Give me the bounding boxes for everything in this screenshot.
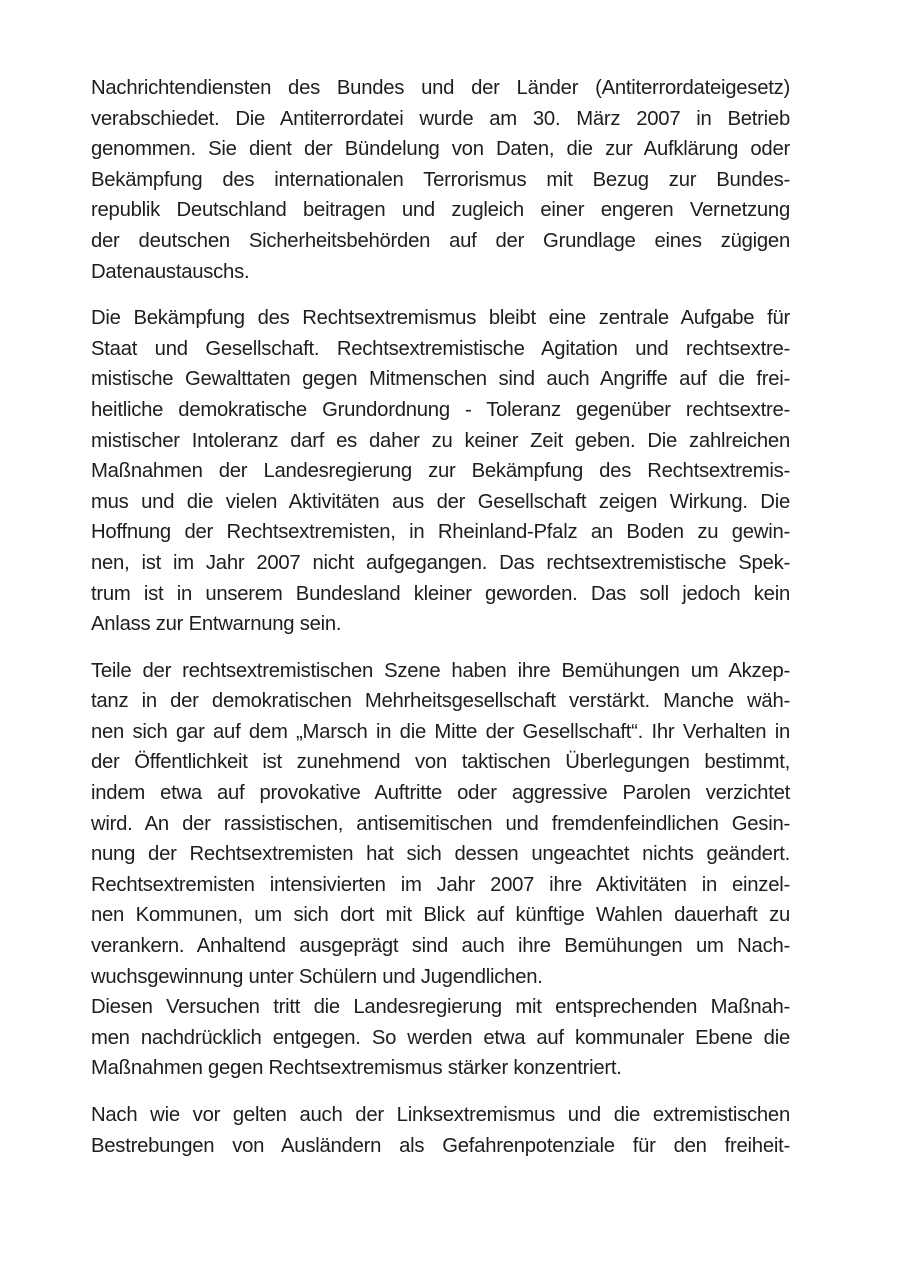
text-line: verankern. Anhaltend ausgeprägt sind auch ihre Bemühungen um Nach- bbox=[91, 935, 790, 958]
text-line: republik Deutschland beitragen und zugleich einer engeren Vernetzung bbox=[91, 199, 790, 222]
text-line: Nachrichtendiensten des Bundes und der Länder (Antiterrordateigesetz) bbox=[91, 77, 790, 99]
document-body bbox=[91, 73, 790, 1177]
text-line: Maßnahmen der Landesregierung zur Bekämpfung des Rechtsextremis- bbox=[91, 460, 790, 483]
text-line: trum ist in unserem Bundesland kleiner geworden. Das soll jedoch kein bbox=[91, 582, 790, 605]
paragraph bbox=[91, 73, 790, 287]
text-line: mistische Gewalttaten gegen Mitmenschen sind auch Angriffe auf die frei- bbox=[91, 368, 790, 391]
text-line: heitliche demokratische Grundordnung - Toleranz gegenüber rechtsextre- bbox=[91, 398, 790, 421]
text-line: wuchsgewinnung unter Schülern und Jugendlichen. bbox=[91, 965, 543, 988]
paragraph bbox=[91, 992, 790, 1084]
text-line: verabschiedet. Die Antiterrordatei wurde am 30. März 2007 in Betrieb bbox=[91, 107, 790, 130]
text-line: wird. An der rassistischen, antisemitischen und fremdenfeindlichen Gesin- bbox=[91, 812, 790, 835]
text-line: Anlass zur Entwarnung sein. bbox=[91, 613, 342, 636]
text-line: Diesen Versuchen tritt die Landesregierung mit entsprechenden Maßnah- bbox=[91, 996, 790, 1019]
text-line: Die Bekämpfung des Rechtsextremismus bleibt eine zentrale Aufgabe für bbox=[91, 307, 790, 330]
text-line: nen, ist im Jahr 2007 nicht aufgegangen. Das rechtsextremistische Spek- bbox=[91, 551, 790, 574]
text-line: Staat und Gesellschaft. Rechtsextremistische Agitation und rechtsextre- bbox=[91, 337, 790, 360]
text-line: nen Kommunen, um sich dort mit Blick auf künftige Wahlen dauerhaft zu bbox=[91, 904, 790, 927]
text-line: nen sich gar auf dem „Marsch in die Mitte der Gesellschaft“. Ihr Verhalten in bbox=[91, 720, 790, 743]
text-line: mus und die vielen Aktivitäten aus der Gesellschaft zeigen Wirkung. Die bbox=[91, 490, 790, 513]
text-line: men nachdrücklich entgegen. So werden etwa auf kommunaler Ebene die bbox=[91, 1026, 790, 1049]
text-line: Rechtsextremisten intensivierten im Jahr 2007 ihre Aktivitäten in einzel- bbox=[91, 873, 790, 896]
paragraph bbox=[91, 303, 790, 640]
text-line: Maßnahmen gegen Rechtsextremismus stärker konzentriert. bbox=[91, 1057, 622, 1080]
text-line: Nach wie vor gelten auch der Linksextremismus und die extremistischen bbox=[91, 1104, 790, 1126]
text-line: tanz in der demokratischen Mehrheitsgesellschaft verstärkt. Manche wäh- bbox=[91, 690, 790, 713]
text-line: Bestrebungen von Ausländern als Gefahrenpotenziale für den freiheit- bbox=[91, 1134, 790, 1157]
text-line: genommen. Sie dient der Bündelung von Daten, die zur Aufklärung oder bbox=[91, 138, 790, 161]
text-line: der Öffentlichkeit ist zunehmend von taktischen Überlegungen bestimmt, bbox=[91, 751, 790, 774]
paragraph bbox=[91, 1100, 790, 1161]
text-line: indem etwa auf provokative Auftritte oder aggressive Parolen verzichtet bbox=[91, 782, 790, 805]
text-line: mistischer Intoleranz darf es daher zu keiner Zeit geben. Die zahlreichen bbox=[91, 429, 790, 452]
text-line: der deutschen Sicherheitsbehörden auf der Grundlage eines zügigen bbox=[91, 229, 790, 252]
paragraph bbox=[91, 656, 790, 993]
text-line: Bekämpfung des internationalen Terrorismus mit Bezug zur Bundes- bbox=[91, 168, 790, 191]
text-line: Teile der rechtsextremistischen Szene haben ihre Bemühungen um Akzep- bbox=[91, 659, 790, 682]
text-line: nung der Rechtsextremisten hat sich dessen ungeachtet nichts geändert. bbox=[91, 843, 790, 866]
text-line: Hoffnung der Rechtsextremisten, in Rheinland-Pfalz an Boden zu gewin- bbox=[91, 521, 790, 544]
text-line: Datenaustauschs. bbox=[91, 260, 250, 283]
